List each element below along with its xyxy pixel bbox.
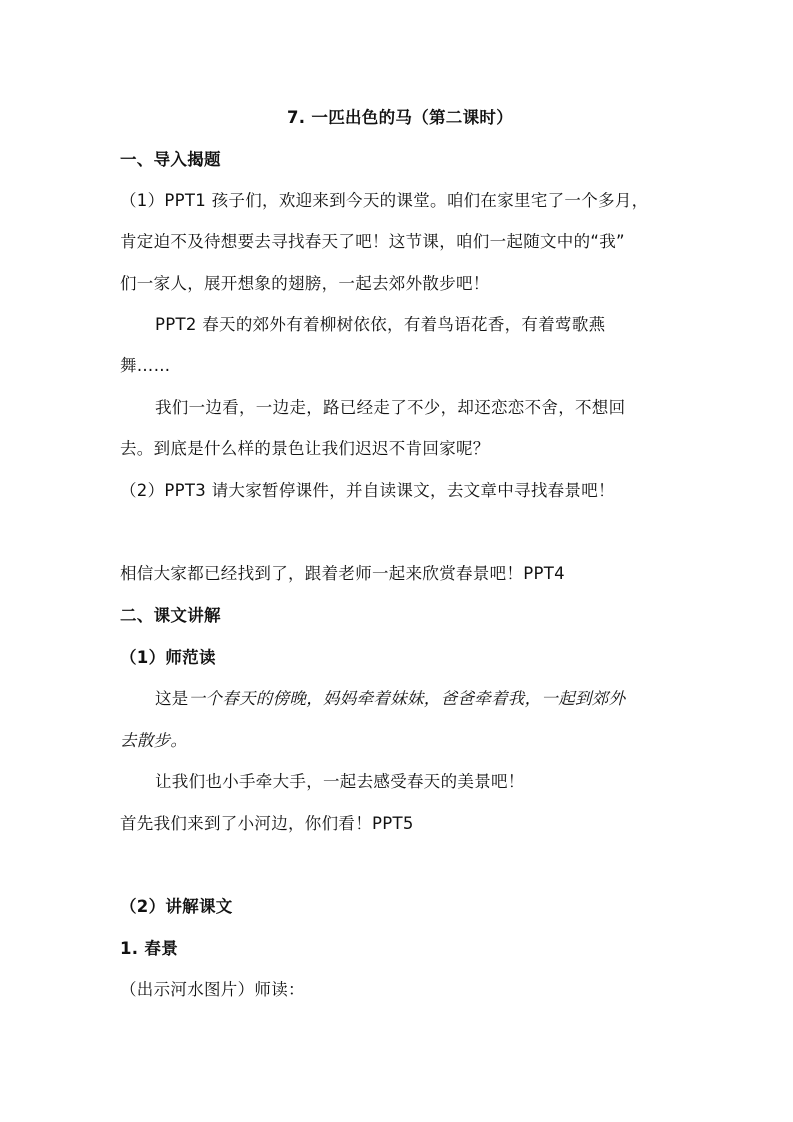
- paragraph-line: 让我们也小手牵大手，一起去感受春天的美景吧！: [155, 772, 525, 791]
- paragraph-line: [155, 687, 715, 711]
- paragraph-line: （出示河水图片）师读：: [120, 980, 305, 999]
- paragraph-line: 肯定迫不及待想要去寻找春天了吧！这节课，咱们一起随文中的“我”: [120, 232, 625, 251]
- paragraph-line: 相信大家都已经找到了，跟着老师一起来欣赏春景吧！PPT4: [120, 564, 565, 583]
- document-title: 7. 一匹出色的马（第二课时）: [287, 108, 513, 127]
- paragraph-line: 去。到底是什么样的景色让我们迟迟不肯回家呢？: [120, 439, 490, 458]
- section-heading-intro: 一、导入揭题: [120, 150, 221, 169]
- paragraph-line: 首先我们来到了小河边，你们看！PPT5: [120, 814, 414, 833]
- paragraph-line: 我们一边看，一边走，路已经走了不少，却还恋恋不舍，不想回: [155, 398, 626, 417]
- paragraph-line: 们一家人，展开想象的翅膀，一起去郊外散步吧！: [120, 274, 490, 293]
- subheading-explain-text: （2）讲解课文: [120, 897, 233, 916]
- paragraph-line: （2）PPT3 请大家暂停课件，并自读课文，去文章中寻找春景吧！: [120, 481, 615, 500]
- quoted-text: 去散步。: [120, 731, 188, 750]
- paragraph-line: PPT2 春天的郊外有着柳树依依，有着鸟语花香，有着莺歌燕: [155, 315, 606, 334]
- text-prefix: 这是: [155, 689, 189, 708]
- paragraph-line: 舞……: [120, 356, 171, 375]
- section-heading-explanation: 二、课文讲解: [120, 606, 221, 625]
- subheading-model-reading: （1）师范读: [120, 648, 216, 667]
- subheading-spring-scene: 1. 春景: [120, 939, 178, 958]
- paragraph-line: （1）PPT1 孩子们，欢迎来到今天的课堂。咱们在家里宅了一个多月，: [120, 191, 649, 210]
- quoted-text: 一个春天的傍晚，妈妈牵着妹妹，爸爸牵着我，一起到郊外: [188, 689, 626, 708]
